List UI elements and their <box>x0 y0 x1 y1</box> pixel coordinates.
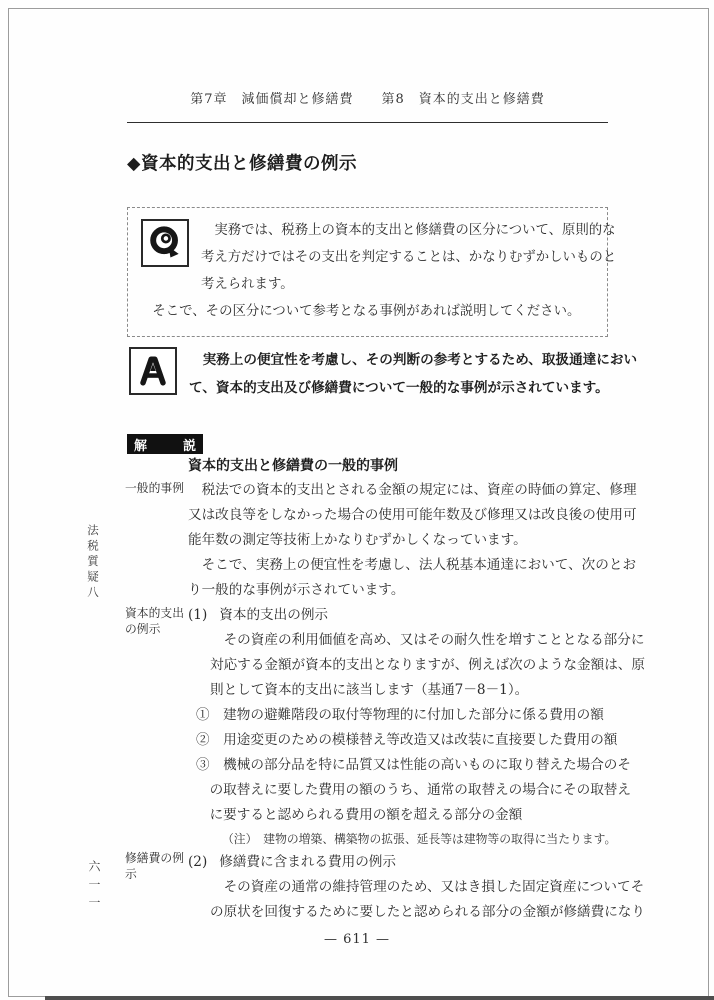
answer-block <box>127 346 638 402</box>
question-line: 考えられます。 <box>201 277 294 292</box>
a-icon <box>129 347 177 395</box>
item-1-number: (1) <box>188 607 208 623</box>
page-number: — 611 — <box>323 932 391 947</box>
body-general-line: り一般的な事例が示されています。 <box>188 582 405 598</box>
item-1-title: 資本的支出の例示 <box>219 607 329 623</box>
item-2-heading <box>188 850 648 875</box>
kaisetsu-label-right: 説 <box>182 438 196 454</box>
bottom-edge-bar <box>45 996 714 1000</box>
body-general-line: 能年数の測定等技術上かなりむずかしくなっています。 <box>188 532 527 548</box>
paragraph-line: 対応する金額が資本的支出となりますが、例えば次のような金額は、原 <box>210 657 645 673</box>
item-1-paragraph <box>188 628 648 703</box>
margin-label-capital: 資本的支出 の例示 <box>125 606 184 636</box>
list-item-1: ① 建物の避難階段の取付等物理的に付加した部分に係る費用の額 <box>196 707 604 723</box>
list-item-2: ② 用途変更のための模様替え等改造又は改装に直接要した費用の額 <box>196 732 618 748</box>
question-line: 考え方だけではその支出を判定することは、かなりむずかしいものと <box>201 250 617 265</box>
explanation-body <box>188 478 648 925</box>
list-item-3: ③ 機械の部分品を特に品質又は性能の高いものに取り替えた場合のそ <box>196 757 631 773</box>
question-line: そこで、その区分について参考となる事例があれば説明してください。 <box>139 304 581 319</box>
body-general-line: そこで、実務上の便宜性を考慮し、法人税基本通達において、次のとお <box>188 557 637 573</box>
paragraph-line: の原状を回復するために要したと認められる部分の金額が修繕費になり <box>210 904 645 920</box>
list-item-3-line: に要すると認められる費用の額を超える部分の金額 <box>196 807 523 823</box>
margin-label-general: 一般的事例 <box>125 481 184 495</box>
page-title: ◆資本的支出と修繕費の例示 <box>127 154 357 174</box>
paragraph-line: その資産の通常の維持管理のため、又はき損した固定資産についてそ <box>210 879 645 895</box>
q-icon <box>141 219 189 267</box>
answer-line: て、資本的支出及び修繕費について一般的な事例が示されています。 <box>189 380 609 396</box>
item-2-paragraph <box>188 875 648 925</box>
note-line: （注） 建物の増築、構築物の拡張、延長等は建物等の取得に当たります。 <box>222 832 617 846</box>
answer-line: 実務上の便宜性を考慮し、その判断の参考とするため、取扱通達におい <box>189 352 638 368</box>
item-2-number: (2) <box>188 854 208 870</box>
paragraph-line: その資産の利用価値を高め、又はその耐久性を増すこととなる部分に <box>210 632 645 648</box>
kaisetsu-badge <box>127 434 203 454</box>
item-2-title: 修繕費に含まれる費用の例示 <box>219 854 396 870</box>
body-general-line: 税法での資本的支出とされる金額の規定には、資産の時価の算定、修理 <box>188 482 637 498</box>
item-1-heading <box>188 603 648 628</box>
paragraph-line: 則として資本的支出に該当します（基通7－8－1）。 <box>210 682 529 698</box>
body-general-line: 又は改良等をしなかった場合の使用可能年数及び修理又は改良後の使用可 <box>188 507 637 523</box>
list-item-3-line: の取替えに要した費用の額のうち、通常の取替えの場合にその取替え <box>196 782 631 798</box>
question-box <box>127 207 617 337</box>
capital-expense-list <box>188 703 648 828</box>
margin-label-repair: 修繕費の例 示 <box>125 851 184 881</box>
header-rule <box>127 122 608 123</box>
question-line: 実務では、税務上の資本的支出と修繕費の区分について、原則的な <box>201 223 616 238</box>
section-subheading: 資本的支出と修繕費の一般的事例 <box>188 458 398 474</box>
kaisetsu-label-left: 解 <box>134 438 148 454</box>
running-header: 第7章 減価償却と修繕費 第8 資本的支出と修繕費 <box>190 92 545 107</box>
side-label-series: 法税質疑八 <box>86 524 100 602</box>
side-label-page-kanji: 六一一 <box>87 860 101 914</box>
